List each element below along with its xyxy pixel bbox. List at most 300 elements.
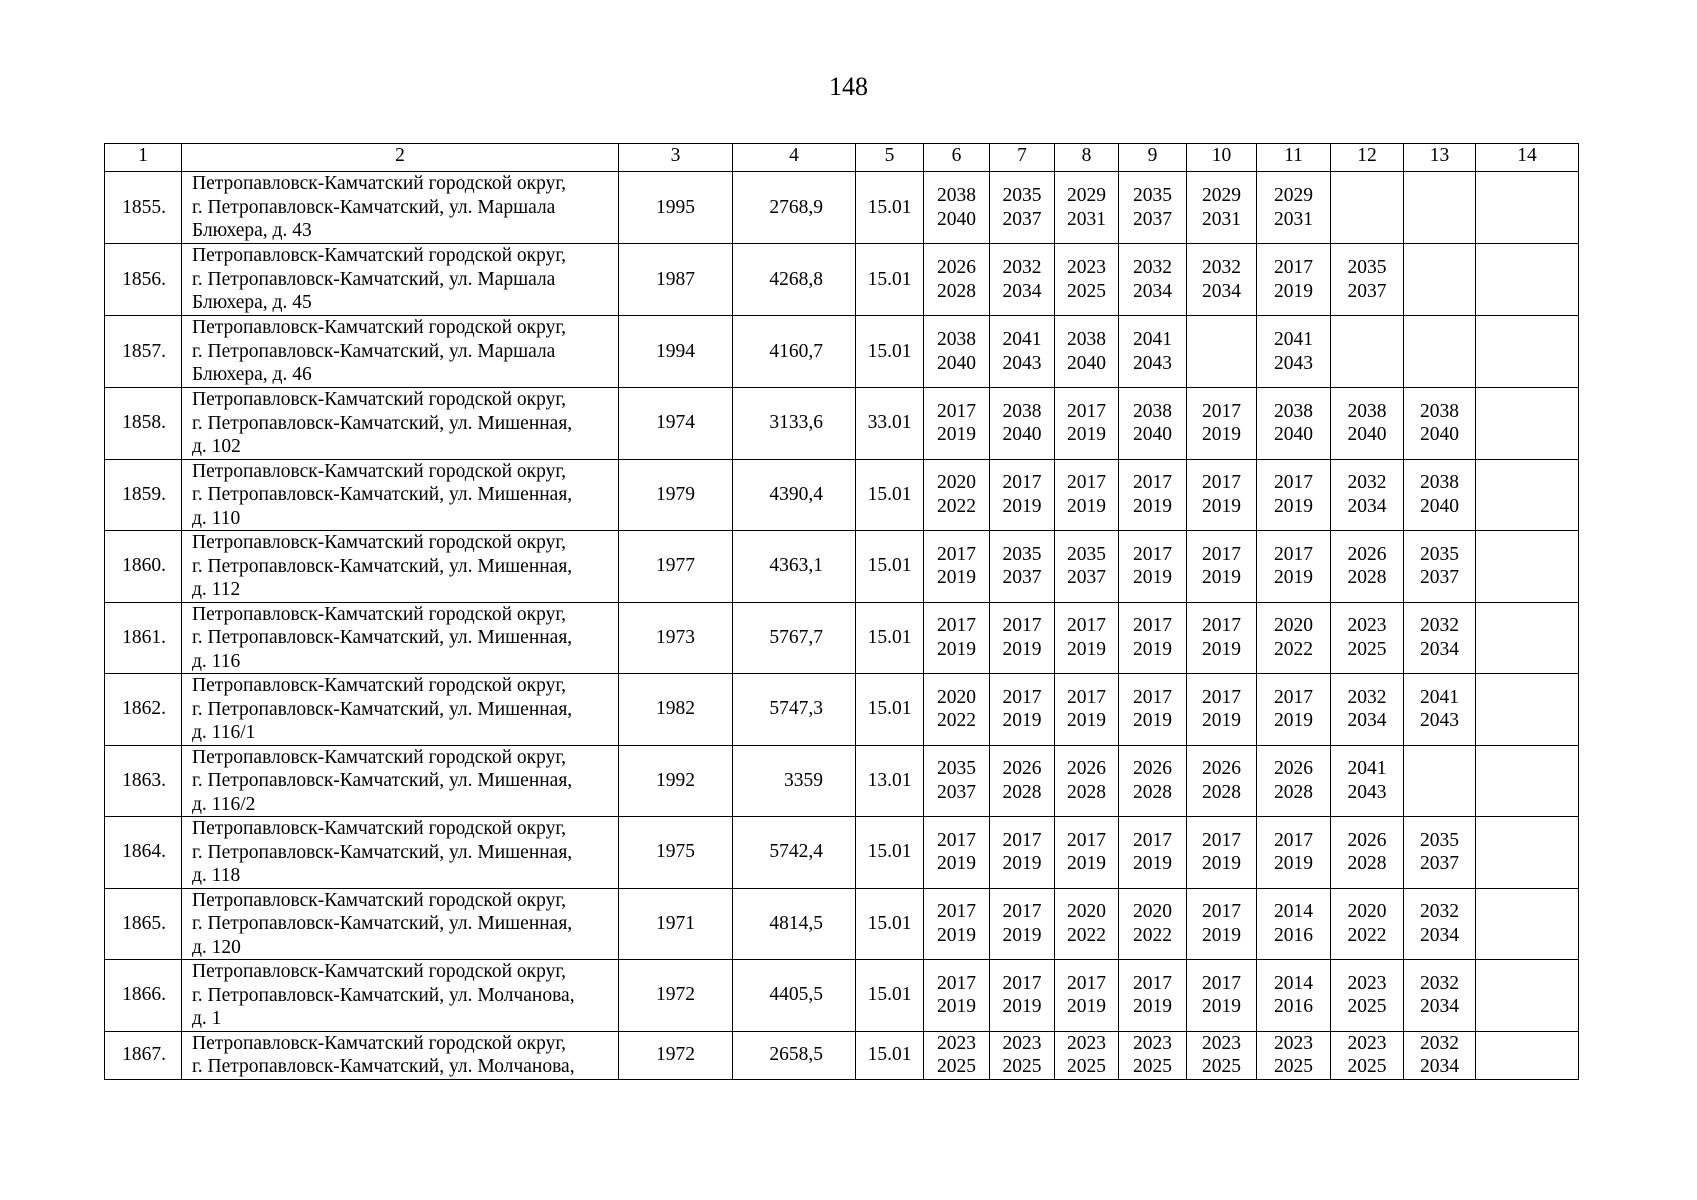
period-cell bbox=[1404, 244, 1476, 316]
period-end-year: 2019 bbox=[1002, 638, 1042, 660]
period-end-year: 2019 bbox=[1067, 853, 1106, 875]
column-header: 11 bbox=[1257, 144, 1331, 172]
period-cell bbox=[990, 244, 1055, 316]
period-start-year: 2017 bbox=[1133, 615, 1172, 637]
address-line: д. 116/2 bbox=[192, 793, 256, 815]
empty-cell bbox=[1476, 960, 1579, 1032]
period-cell bbox=[1187, 888, 1257, 960]
period-cell bbox=[1331, 388, 1404, 460]
period-cell bbox=[1257, 960, 1331, 1032]
period-cell bbox=[1055, 960, 1119, 1032]
address-line: д. 120 bbox=[192, 936, 241, 958]
period-start-year: 2017 bbox=[1202, 400, 1241, 422]
row-number-cell: 1862. bbox=[105, 674, 182, 746]
period-cell bbox=[1257, 388, 1331, 460]
period-end-year: 2028 bbox=[1274, 781, 1313, 803]
period-start-year: 2017 bbox=[1002, 972, 1042, 994]
period-cell bbox=[1187, 960, 1257, 1032]
period-end-year: 2019 bbox=[1274, 853, 1313, 875]
year-built-cell: 1974 bbox=[619, 388, 733, 460]
address-line: д. 116/1 bbox=[192, 722, 256, 743]
period-cell bbox=[1119, 172, 1187, 244]
period-cell bbox=[990, 817, 1055, 889]
period-start-year: 2017 bbox=[1002, 472, 1042, 494]
period-cell bbox=[1119, 602, 1187, 674]
period-end-year: 2028 bbox=[1347, 853, 1387, 875]
period-start-year: 2023 bbox=[937, 1032, 976, 1054]
period-end-year: 2028 bbox=[1133, 781, 1172, 803]
address-line: г. Петропавловск-Камчатский, ул. Мишенная, bbox=[192, 627, 573, 648]
period-start-year: 2023 bbox=[1002, 1032, 1042, 1054]
address-cell bbox=[182, 602, 619, 674]
period-end-year: 2019 bbox=[937, 638, 976, 660]
period-start-year: 2017 bbox=[1133, 829, 1172, 851]
period-start-year: 2014 bbox=[1274, 972, 1313, 994]
period-start-year: 2035 bbox=[1347, 257, 1387, 278]
work-code-cell: 13.01 bbox=[856, 745, 924, 817]
period-cell bbox=[1119, 888, 1187, 960]
period-end-year: 2019 bbox=[937, 567, 976, 589]
period-end-year: 2019 bbox=[1133, 710, 1172, 732]
period-cell bbox=[1404, 602, 1476, 674]
column-header: 4 bbox=[733, 144, 856, 172]
address-line: Петропавловск-Камчатский городской округ, bbox=[192, 675, 567, 696]
period-end-year: 2019 bbox=[1202, 638, 1241, 660]
period-end-year: 2019 bbox=[1202, 710, 1241, 732]
period-end-year: 2016 bbox=[1274, 924, 1313, 946]
period-end-year: 2019 bbox=[1067, 495, 1106, 517]
address-cell bbox=[182, 745, 619, 817]
year-built-cell: 1982 bbox=[619, 674, 733, 746]
period-cell bbox=[1055, 244, 1119, 316]
table-body bbox=[105, 172, 1579, 1080]
period-cell bbox=[990, 960, 1055, 1032]
period-cell bbox=[1257, 674, 1331, 746]
period-end-year: 2043 bbox=[1347, 781, 1387, 803]
period-cell bbox=[990, 172, 1055, 244]
period-end-year: 2034 bbox=[1202, 280, 1241, 302]
period-end-year: 2040 bbox=[1067, 352, 1106, 374]
period-end-year: 2019 bbox=[1202, 495, 1241, 517]
address-cell bbox=[182, 172, 619, 244]
period-cell bbox=[1187, 388, 1257, 460]
period-end-year: 2025 bbox=[937, 1056, 976, 1077]
period-end-year: 2025 bbox=[1067, 1056, 1106, 1077]
period-cell bbox=[1331, 602, 1404, 674]
column-header: 1 bbox=[105, 144, 182, 172]
period-start-year: 2017 bbox=[937, 972, 976, 994]
period-cell bbox=[924, 960, 990, 1032]
period-end-year: 2019 bbox=[1274, 280, 1313, 302]
table-row bbox=[105, 602, 1579, 674]
period-start-year: 2038 bbox=[1133, 400, 1172, 422]
work-code-cell: 15.01 bbox=[856, 244, 924, 316]
period-end-year: 2028 bbox=[1347, 567, 1387, 589]
period-cell bbox=[924, 388, 990, 460]
address-cell bbox=[182, 960, 619, 1032]
work-code-cell: 15.01 bbox=[856, 1031, 924, 1079]
period-cell bbox=[1257, 888, 1331, 960]
period-start-year: 2035 bbox=[1420, 829, 1459, 851]
period-cell bbox=[990, 388, 1055, 460]
year-built-cell: 1977 bbox=[619, 531, 733, 603]
year-built-cell: 1995 bbox=[619, 172, 733, 244]
address-line: г. Петропавловск-Камчатский, ул. Мишенная, bbox=[192, 698, 573, 720]
period-start-year: 2017 bbox=[1002, 686, 1042, 708]
address-line: Блюхера, д. 46 bbox=[192, 364, 312, 385]
address-line: г. Петропавловск-Камчатский, ул. Маршала bbox=[192, 196, 556, 218]
empty-cell bbox=[1476, 888, 1579, 960]
period-start-year: 2017 bbox=[937, 543, 976, 565]
period-cell bbox=[1331, 674, 1404, 746]
period-end-year: 2028 bbox=[1067, 781, 1106, 803]
period-cell bbox=[1257, 459, 1331, 531]
period-cell bbox=[924, 888, 990, 960]
address-line: г. Петропавловск-Камчатский, ул. Молчанова, bbox=[192, 984, 575, 1006]
period-start-year: 2029 bbox=[1202, 185, 1241, 206]
period-end-year: 2022 bbox=[1067, 924, 1106, 946]
period-cell bbox=[1257, 602, 1331, 674]
period-end-year: 2040 bbox=[1347, 424, 1387, 446]
period-start-year: 2017 bbox=[1133, 972, 1172, 994]
column-header: 6 bbox=[924, 144, 990, 172]
period-cell bbox=[1187, 1031, 1257, 1079]
period-cell bbox=[1119, 817, 1187, 889]
work-code-cell: 15.01 bbox=[856, 172, 924, 244]
area-cell: 2658,5 bbox=[733, 1031, 856, 1079]
period-end-year: 2025 bbox=[1202, 1056, 1241, 1077]
period-cell bbox=[1404, 172, 1476, 244]
period-start-year: 2020 bbox=[1347, 901, 1387, 923]
period-start-year: 2017 bbox=[1067, 686, 1106, 708]
period-end-year: 2031 bbox=[1067, 208, 1106, 230]
period-start-year: 2035 bbox=[1002, 543, 1042, 565]
year-built-cell: 1994 bbox=[619, 316, 733, 388]
period-end-year: 2025 bbox=[1347, 638, 1387, 660]
period-end-year: 2028 bbox=[1202, 781, 1241, 803]
empty-cell bbox=[1476, 316, 1579, 388]
address-line: д. 112 bbox=[192, 579, 241, 600]
period-start-year: 2032 bbox=[1202, 257, 1241, 278]
period-cell bbox=[990, 602, 1055, 674]
period-end-year: 2019 bbox=[1067, 424, 1106, 446]
period-start-year: 2023 bbox=[1347, 1032, 1387, 1054]
period-start-year: 2035 bbox=[1002, 185, 1042, 206]
period-start-year: 2017 bbox=[1133, 543, 1172, 565]
address-cell bbox=[182, 1031, 619, 1079]
period-end-year: 2016 bbox=[1274, 996, 1313, 1018]
year-built-cell: 1972 bbox=[619, 960, 733, 1032]
table-row bbox=[105, 388, 1579, 460]
row-number-cell: 1855. bbox=[105, 172, 182, 244]
period-cell bbox=[1404, 388, 1476, 460]
table-row bbox=[105, 316, 1579, 388]
address-cell bbox=[182, 388, 619, 460]
period-start-year: 2035 bbox=[937, 758, 976, 780]
period-start-year: 2026 bbox=[1274, 758, 1313, 780]
year-built-cell: 1972 bbox=[619, 1031, 733, 1079]
period-cell bbox=[1404, 817, 1476, 889]
empty-cell bbox=[1476, 172, 1579, 244]
column-header: 13 bbox=[1404, 144, 1476, 172]
period-end-year: 2040 bbox=[1133, 424, 1172, 446]
period-cell bbox=[1404, 459, 1476, 531]
period-end-year: 2019 bbox=[1202, 996, 1241, 1018]
period-end-year: 2019 bbox=[1133, 853, 1172, 875]
period-cell bbox=[1404, 960, 1476, 1032]
table-row bbox=[105, 888, 1579, 960]
column-header: 3 bbox=[619, 144, 733, 172]
period-start-year: 2032 bbox=[1002, 257, 1042, 278]
period-start-year: 2035 bbox=[1420, 543, 1459, 565]
address-cell bbox=[182, 316, 619, 388]
table-row bbox=[105, 960, 1579, 1032]
address-line: д. 118 bbox=[192, 865, 241, 886]
period-start-year: 2026 bbox=[1347, 829, 1387, 851]
area-cell: 3359 bbox=[733, 745, 856, 817]
row-number-cell: 1864. bbox=[105, 817, 182, 889]
area-cell: 5747,3 bbox=[733, 674, 856, 746]
table-row bbox=[105, 172, 1579, 244]
period-start-year: 2026 bbox=[1002, 758, 1042, 780]
address-line: д. 110 bbox=[192, 507, 241, 529]
area-cell: 3133,6 bbox=[733, 388, 856, 460]
row-number-cell: 1859. bbox=[105, 459, 182, 531]
period-start-year: 2023 bbox=[1202, 1032, 1241, 1054]
period-cell bbox=[1404, 1031, 1476, 1079]
period-end-year: 2019 bbox=[1002, 710, 1042, 732]
period-start-year: 2023 bbox=[1133, 1032, 1172, 1054]
period-cell bbox=[924, 745, 990, 817]
table-row bbox=[105, 244, 1579, 316]
period-end-year: 2019 bbox=[937, 996, 976, 1018]
column-header: 2 bbox=[182, 144, 619, 172]
period-cell bbox=[1187, 602, 1257, 674]
period-cell bbox=[1257, 244, 1331, 316]
period-cell bbox=[1119, 316, 1187, 388]
period-end-year: 2037 bbox=[1420, 853, 1459, 875]
address-line: г. Петропавловск-Камчатский, ул. Мишенная, bbox=[192, 841, 573, 863]
period-cell bbox=[1404, 316, 1476, 388]
period-cell bbox=[1331, 1031, 1404, 1079]
empty-cell bbox=[1476, 602, 1579, 674]
period-cell bbox=[990, 674, 1055, 746]
period-end-year: 2040 bbox=[1420, 495, 1459, 517]
period-end-year: 2019 bbox=[1274, 710, 1313, 732]
period-cell bbox=[924, 1031, 990, 1079]
period-cell bbox=[1187, 459, 1257, 531]
year-built-cell: 1979 bbox=[619, 459, 733, 531]
area-cell: 5767,7 bbox=[733, 602, 856, 674]
period-start-year: 2038 bbox=[1347, 400, 1387, 422]
period-cell bbox=[1055, 674, 1119, 746]
column-header: 14 bbox=[1476, 144, 1579, 172]
address-line: г. Петропавловск-Камчатский, ул. Мишенная, bbox=[192, 412, 573, 434]
period-end-year: 2028 bbox=[937, 280, 976, 302]
column-header: 8 bbox=[1055, 144, 1119, 172]
period-cell bbox=[990, 531, 1055, 603]
period-end-year: 2034 bbox=[1420, 638, 1459, 660]
period-start-year: 2038 bbox=[1420, 400, 1459, 422]
period-end-year: 2022 bbox=[1133, 924, 1172, 946]
period-end-year: 2031 bbox=[1202, 208, 1241, 230]
period-cell bbox=[1055, 817, 1119, 889]
period-cell bbox=[1331, 459, 1404, 531]
address-line: г. Петропавловск-Камчатский, ул. Маршала bbox=[192, 340, 556, 362]
period-cell bbox=[990, 316, 1055, 388]
period-end-year: 2019 bbox=[1202, 424, 1241, 446]
period-cell bbox=[924, 316, 990, 388]
address-line: Петропавловск-Камчатский городской округ, bbox=[192, 317, 567, 338]
period-start-year: 2017 bbox=[1202, 543, 1241, 565]
period-cell bbox=[1187, 674, 1257, 746]
period-start-year: 2017 bbox=[1067, 472, 1106, 494]
row-number-cell: 1866. bbox=[105, 960, 182, 1032]
period-cell bbox=[1119, 1031, 1187, 1079]
period-end-year: 2025 bbox=[1002, 1056, 1042, 1077]
address-cell bbox=[182, 531, 619, 603]
period-end-year: 2019 bbox=[1133, 495, 1172, 517]
period-end-year: 2022 bbox=[1274, 638, 1313, 660]
work-code-cell: 33.01 bbox=[856, 388, 924, 460]
period-start-year: 2017 bbox=[1133, 686, 1172, 708]
work-code-cell: 15.01 bbox=[856, 888, 924, 960]
period-cell bbox=[1055, 602, 1119, 674]
address-line: Петропавловск-Камчатский городской округ, bbox=[192, 746, 567, 768]
address-line: Петропавловск-Камчатский городской округ, bbox=[192, 818, 567, 839]
period-cell bbox=[1055, 1031, 1119, 1079]
period-start-year: 2017 bbox=[937, 615, 976, 637]
period-end-year: 2040 bbox=[1002, 424, 1042, 446]
area-cell: 4268,8 bbox=[733, 244, 856, 316]
address-line: д. 1 bbox=[192, 1008, 222, 1029]
period-cell bbox=[1187, 172, 1257, 244]
period-end-year: 2037 bbox=[937, 781, 976, 803]
area-cell: 5742,4 bbox=[733, 817, 856, 889]
address-line: Блюхера, д. 45 bbox=[192, 292, 312, 313]
period-end-year: 2043 bbox=[1133, 352, 1172, 374]
period-cell bbox=[924, 817, 990, 889]
work-code-cell: 15.01 bbox=[856, 960, 924, 1032]
column-header: 5 bbox=[856, 144, 924, 172]
period-start-year: 2026 bbox=[1347, 543, 1387, 565]
period-start-year: 2029 bbox=[1067, 185, 1106, 206]
period-cell bbox=[1331, 960, 1404, 1032]
period-start-year: 2017 bbox=[1067, 615, 1106, 637]
period-end-year: 2034 bbox=[1347, 710, 1387, 732]
period-cell bbox=[1119, 745, 1187, 817]
period-cell bbox=[990, 745, 1055, 817]
period-end-year: 2019 bbox=[1133, 996, 1172, 1018]
work-code-cell: 15.01 bbox=[856, 674, 924, 746]
period-cell bbox=[1119, 960, 1187, 1032]
address-line: г. Петропавловск-Камчатский, ул. Маршала bbox=[192, 268, 556, 290]
address-line: Петропавловск-Камчатский городской округ, bbox=[192, 460, 567, 482]
period-start-year: 2038 bbox=[1002, 400, 1042, 422]
period-start-year: 2038 bbox=[1067, 329, 1106, 350]
period-start-year: 2020 bbox=[1274, 615, 1313, 637]
address-line: Петропавловск-Камчатский городской округ, bbox=[192, 245, 567, 266]
period-start-year: 2017 bbox=[1202, 472, 1241, 494]
address-line: г. Петропавловск-Камчатский, ул. Мишенная, bbox=[192, 770, 573, 791]
period-start-year: 2038 bbox=[1274, 400, 1313, 422]
period-end-year: 2022 bbox=[937, 495, 976, 517]
empty-cell bbox=[1476, 531, 1579, 603]
period-cell bbox=[990, 888, 1055, 960]
period-end-year: 2019 bbox=[1002, 996, 1042, 1018]
address-line: д. 102 bbox=[192, 436, 241, 457]
page-number: 148 bbox=[829, 72, 868, 101]
period-start-year: 2032 bbox=[1347, 472, 1387, 494]
period-cell bbox=[924, 602, 990, 674]
address-line: Петропавловск-Камчатский городской округ, bbox=[192, 603, 567, 625]
period-cell bbox=[1187, 817, 1257, 889]
address-line: Петропавловск-Камчатский городской округ, bbox=[192, 389, 567, 410]
table-row bbox=[105, 745, 1579, 817]
period-start-year: 2038 bbox=[937, 185, 976, 206]
period-start-year: 2017 bbox=[1274, 543, 1313, 565]
period-end-year: 2019 bbox=[1133, 638, 1172, 660]
period-cell bbox=[1119, 388, 1187, 460]
period-cell bbox=[1055, 745, 1119, 817]
period-start-year: 2017 bbox=[937, 901, 976, 923]
address-line: Петропавловск-Камчатский городской округ, bbox=[192, 889, 567, 911]
period-end-year: 2019 bbox=[1067, 710, 1106, 732]
period-start-year: 2017 bbox=[1202, 615, 1241, 637]
period-end-year: 2034 bbox=[1133, 280, 1172, 302]
empty-cell bbox=[1476, 1031, 1579, 1079]
table-row bbox=[105, 531, 1579, 603]
work-code-cell: 15.01 bbox=[856, 459, 924, 531]
period-end-year: 2043 bbox=[1420, 710, 1459, 732]
period-start-year: 2026 bbox=[1202, 758, 1241, 780]
period-cell bbox=[990, 459, 1055, 531]
area-cell: 4814,5 bbox=[733, 888, 856, 960]
row-number-cell: 1857. bbox=[105, 316, 182, 388]
year-built-cell: 1975 bbox=[619, 817, 733, 889]
period-start-year: 2014 bbox=[1274, 901, 1313, 923]
period-end-year: 2040 bbox=[1274, 424, 1313, 446]
address-line: Петропавловск-Камчатский городской округ, bbox=[192, 173, 567, 194]
period-cell bbox=[1055, 888, 1119, 960]
period-start-year: 2038 bbox=[937, 329, 976, 350]
period-end-year: 2034 bbox=[1420, 996, 1459, 1018]
row-number-cell: 1861. bbox=[105, 602, 182, 674]
column-header: 12 bbox=[1331, 144, 1404, 172]
area-cell: 4405,5 bbox=[733, 960, 856, 1032]
period-cell bbox=[924, 674, 990, 746]
period-cell bbox=[1187, 531, 1257, 603]
period-cell bbox=[1055, 531, 1119, 603]
period-end-year: 2019 bbox=[1067, 996, 1106, 1018]
address-line: Петропавловск-Камчатский городской округ, bbox=[192, 1032, 567, 1054]
period-end-year: 2037 bbox=[1067, 567, 1106, 589]
period-start-year: 2029 bbox=[1274, 185, 1313, 206]
period-end-year: 2025 bbox=[1067, 280, 1106, 302]
period-end-year: 2037 bbox=[1002, 208, 1042, 230]
period-start-year: 2017 bbox=[1274, 829, 1313, 851]
area-cell: 2768,9 bbox=[733, 172, 856, 244]
period-end-year: 2022 bbox=[937, 710, 976, 732]
period-start-year: 2041 bbox=[1002, 329, 1042, 350]
period-start-year: 2023 bbox=[1347, 615, 1387, 637]
work-code-cell: 15.01 bbox=[856, 817, 924, 889]
period-end-year: 2034 bbox=[1420, 1056, 1459, 1077]
period-cell bbox=[924, 244, 990, 316]
period-start-year: 2017 bbox=[1274, 686, 1313, 708]
period-cell bbox=[1257, 745, 1331, 817]
period-start-year: 2017 bbox=[1202, 686, 1241, 708]
